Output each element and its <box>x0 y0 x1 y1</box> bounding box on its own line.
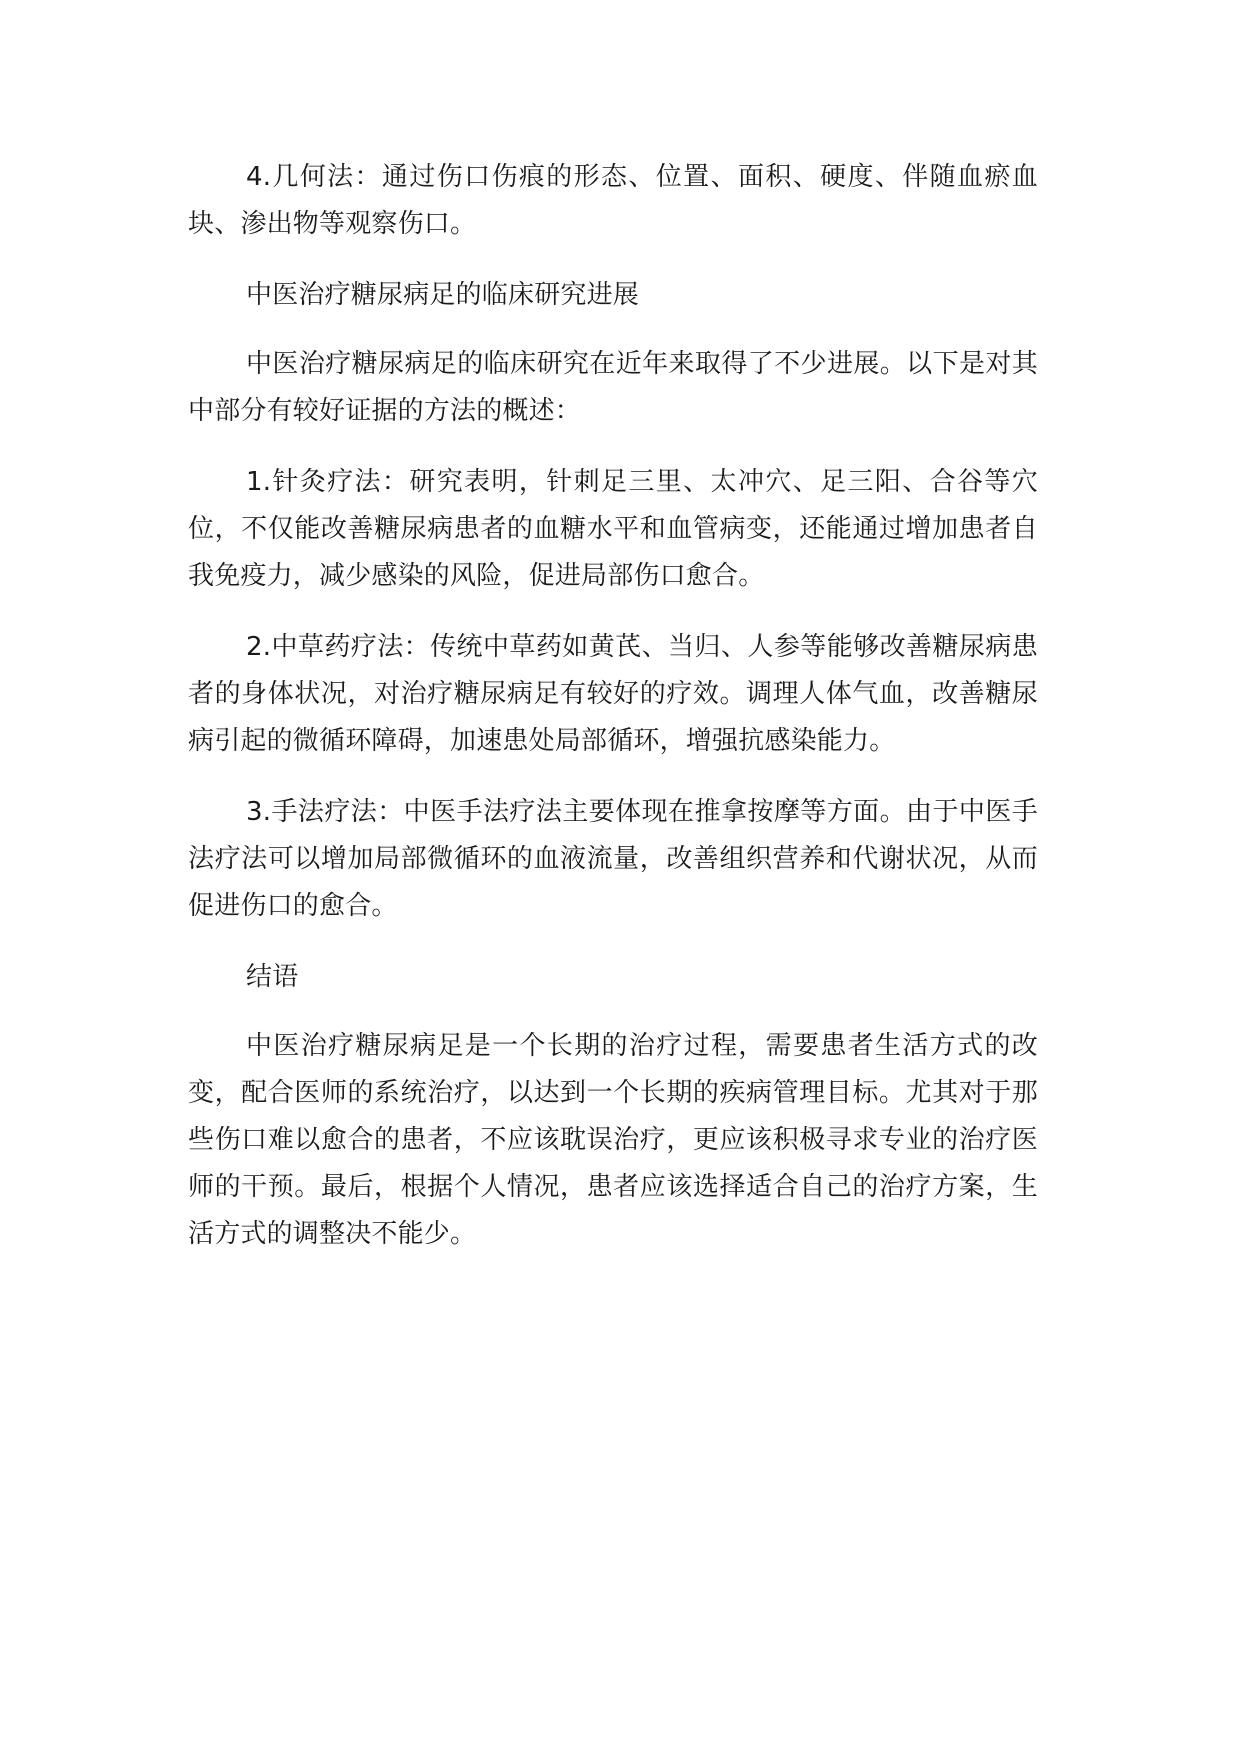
paragraph-geometric-method: 4.几何法：通过伤口伤痕的形态、位置、面积、硬度、伴随血瘀血块、渗出物等观察伤口。 <box>188 162 1038 239</box>
paragraph-herbal-medicine: 2.中草药疗法：传统中草药如黄芪、当归、人参等能够改善糖尿病患者的身体状况，对治疗糖尿病足有较好的疗效。调理人体气血，改善糖尿病引起的微循环障碍，加速患处局部循环，增强抗感染能力。 <box>188 632 1038 756</box>
section-heading-conclusion: 结语 <box>246 962 299 992</box>
paragraph-acupuncture: 1.针灸疗法：研究表明，针刺足三里、太冲穴、足三阳、合谷等穴位，不仅能改善糖尿病患者的血糖水平和血管病变，还能通过增加患者自我免疫力，减少感染的风险，促进局部伤口愈合。 <box>188 467 1038 591</box>
paragraph-manual-therapy: 3.手法疗法：中医手法疗法主要体现在推拿按摩等方面。由于中医手法疗法可以增加局部微循环的血液流量，改善组织营养和代谢状况，从而促进伤口的愈合。 <box>188 797 1038 921</box>
paragraph-clinical-overview: 中医治疗糖尿病足的临床研究在近年来取得了不少进展。以下是对其中部分有较好证据的方法的概述： <box>188 349 1038 426</box>
section-heading-clinical-progress: 中医治疗糖尿病足的临床研究进展 <box>246 280 640 310</box>
document-body <box>188 154 1038 1282</box>
paragraph-conclusion: 中医治疗糖尿病足是一个长期的治疗过程，需要患者生活方式的改变，配合医师的系统治疗，以达到一个长期的疾病管理目标。尤其对于那些伤口难以愈合的患者，不应该耽误治疗，更应该积极寻求专业的治疗医师的干预。最后，根据个人情况，患者应该选择适合自己的治疗方案，生活方式的调整决不能少。 <box>188 1031 1038 1249</box>
